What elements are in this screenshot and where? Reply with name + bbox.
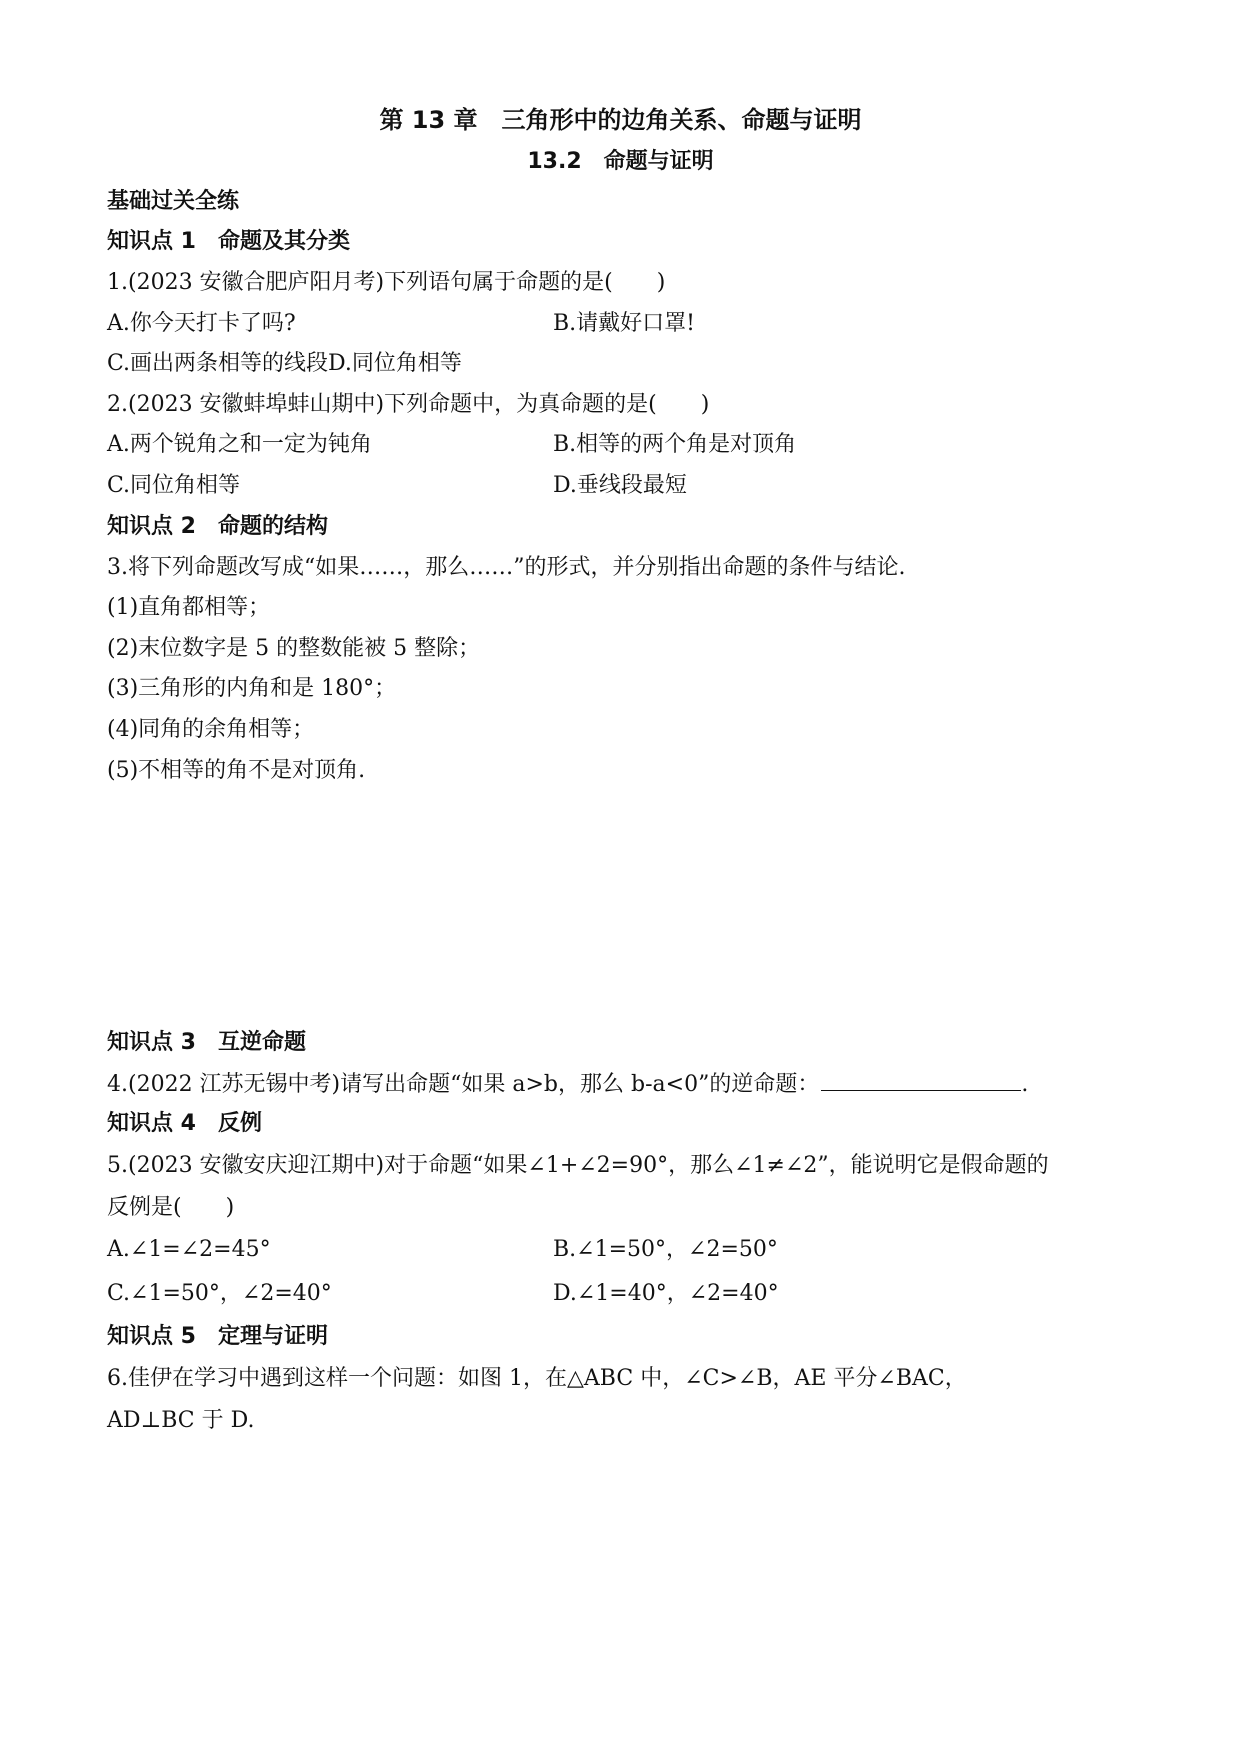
question-3-stem: 3.将下列命题改写成“如果……，那么……”的形式，并分别指出命题的条件与结论. xyxy=(107,555,906,580)
question-1-option-cd: C.画出两条相等的线段D.同位角相等 xyxy=(107,351,462,376)
question-2-option-a: A.两个锐角之和一定为钝角 xyxy=(107,432,372,457)
question-5-option-a: A.∠1=∠2=45° xyxy=(107,1237,271,1262)
question-5-option-c: C.∠1=50°，∠2=40° xyxy=(107,1281,332,1306)
question-2-option-d: D.垂线段最短 xyxy=(553,473,687,498)
answer-blank[interactable] xyxy=(821,1070,1021,1091)
question-2-option-c: C.同位角相等 xyxy=(107,473,241,498)
question-3-item: (3)三角形的内角和是 180°； xyxy=(107,676,397,701)
knowledge-point-2: 知识点 2 命题的结构 xyxy=(107,514,328,539)
question-5-option-b: B.∠1=50°，∠2=50° xyxy=(553,1237,778,1262)
question-4-end: . xyxy=(1021,1072,1029,1097)
question-2-stem: 2.(2023 安徽蚌埠蚌山期中)下列命题中，为真命题的是( ) xyxy=(107,392,710,417)
knowledge-point-1: 知识点 1 命题及其分类 xyxy=(107,229,350,254)
chapter-title: 第 13 章 三角形中的边角关系、命题与证明 xyxy=(379,106,862,134)
question-4 xyxy=(107,1070,1028,1099)
question-3-item: (4)同角的余角相等； xyxy=(107,717,315,742)
question-2-option-b: B.相等的两个角是对顶角 xyxy=(553,432,797,457)
practice-heading: 基础过关全练 xyxy=(107,189,240,214)
question-5-stem-line-1: 5.(2023 安徽安庆迎江期中)对于命题“如果∠1+∠2=90°，那么∠1≠∠2”，能说明它是假命题的 xyxy=(107,1153,1049,1178)
question-6-line-2: AD⊥BC 于 D. xyxy=(107,1408,255,1433)
section-title: 13.2 命题与证明 xyxy=(527,149,714,174)
question-6-line-1: 6.佳伊在学习中遇到这样一个问题：如图 1，在△ABC 中，∠C>∠B，AE 平分∠BAC， xyxy=(107,1366,967,1391)
knowledge-point-5: 知识点 5 定理与证明 xyxy=(107,1324,328,1349)
question-3-item: (2)末位数字是 5 的整数能被 5 整除； xyxy=(107,636,481,661)
knowledge-point-4: 知识点 4 反例 xyxy=(107,1111,262,1136)
question-1-stem: 1.(2023 安徽合肥庐阳月考)下列语句属于命题的是( ) xyxy=(107,270,666,295)
knowledge-point-3: 知识点 3 互逆命题 xyxy=(107,1030,306,1055)
question-3-item: (1)直角都相等； xyxy=(107,595,271,620)
question-1-option-b: B.请戴好口罩! xyxy=(553,311,696,336)
question-3-item: (5)不相等的角不是对顶角. xyxy=(107,758,366,783)
question-5-stem-line-2: 反例是( ) xyxy=(107,1195,235,1220)
question-5-option-d: D.∠1=40°，∠2=40° xyxy=(553,1281,779,1306)
question-4-stem: 4.(2022 江苏无锡中考)请写出命题“如果 a>b，那么 b-a<0”的逆命题： xyxy=(107,1072,820,1097)
question-1-option-a: A.你今天打卡了吗? xyxy=(107,311,296,336)
